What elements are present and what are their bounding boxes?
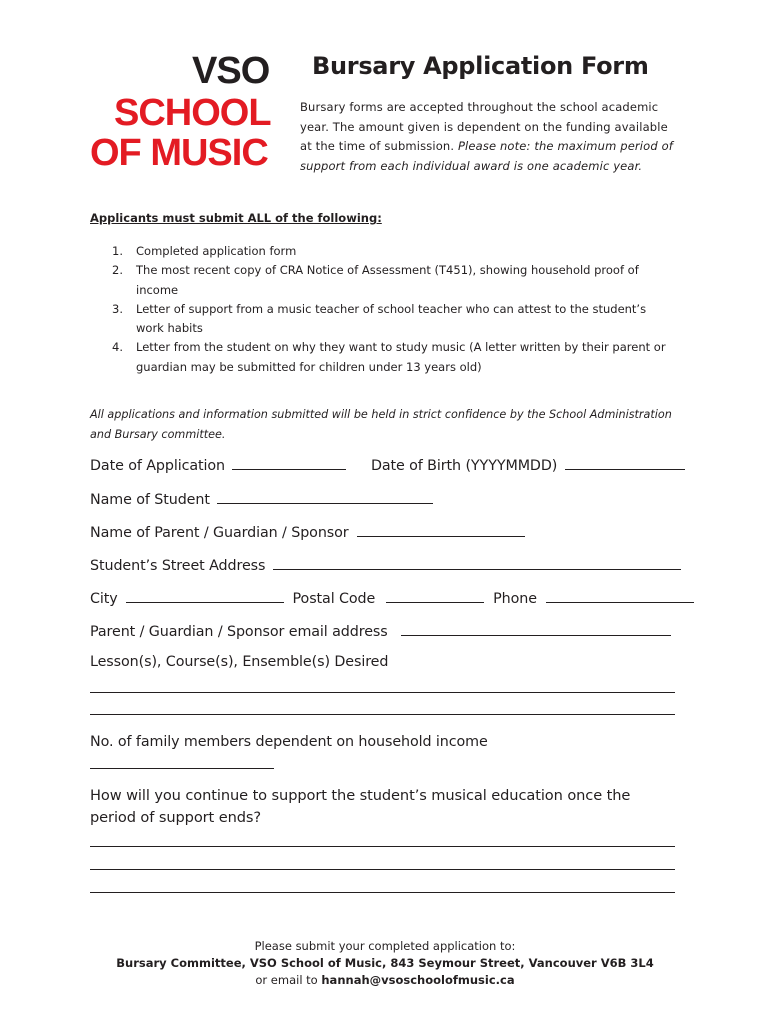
logo-vso-text: VSO [192,50,270,92]
address-row [90,555,681,574]
page-title: Bursary Application Form [312,52,649,80]
phone-label: Phone [493,591,537,607]
name-of-parent-field[interactable] [357,522,525,537]
intro-note: Please note: the maximum period of support from each individual award is one academic year. [300,139,673,173]
lessons-desired-field[interactable] [90,714,675,715]
date-of-application-label: Date of Application [90,458,226,474]
postal-code-field[interactable] [386,588,484,603]
requirement-number: 4. [112,340,123,355]
footer-email-prefix: or email to [255,973,322,987]
city-field[interactable] [126,588,284,603]
street-address-label: Student’s Street Address [90,558,266,574]
requirement-number: 2. [112,263,123,278]
requirements-list [112,242,677,377]
name-of-student-label: Name of Student [90,492,210,508]
date-of-birth-field[interactable] [565,455,685,470]
intro-text: Bursary forms are accepted throughout the school academic year. The amount given is dependent on the funding available at the time of submission. [300,100,668,153]
lessons-desired-label: Lesson(s), Course(s), Ensemble(s) Desired [90,654,389,670]
requirement-item [112,300,677,339]
date-of-birth-label: Date of Birth (YYYYMMDD) [370,458,558,474]
support-question-label: How will you continue to support the student’s musical education once the period of support ends? [90,787,631,826]
requirement-text: The most recent copy of CRA Notice of Assessment (T451), showing household proof of income [136,263,639,297]
family-members-row [90,734,488,750]
requirements-heading: Applicants must submit ALL of the following: [90,211,382,225]
requirement-item [112,338,677,377]
city-label: City [90,591,118,607]
email-row [90,621,671,640]
requirement-item [112,242,677,261]
requirement-item [112,261,677,300]
logo-school-text: SCHOOL [114,92,271,134]
lessons-desired-field[interactable] [90,692,675,693]
postal-code-label: Postal Code [292,591,376,607]
dates-row [90,455,685,474]
family-members-label: No. of family members dependent on household income [90,734,488,750]
parent-email-label: Parent / Guardian / Sponsor email address [90,624,388,640]
student-name-row [90,489,433,508]
parent-email-field[interactable] [401,621,671,636]
footer-email-link[interactable]: hannah@vsoschoolofmusic.ca [321,973,515,987]
footer-address: Bursary Committee, VSO School of Music, 843 Seymour Street, Vancouver V6B 3L4 [116,956,654,970]
support-answer-field[interactable] [90,869,675,870]
city-postal-phone-row [90,588,694,607]
footer-instruction: Please submit your completed application to: [254,939,516,953]
requirement-number: 3. [112,301,123,316]
requirement-text: Completed application form [136,244,297,258]
school-logo [88,52,288,172]
parent-name-row [90,522,525,541]
requirement-text: Letter from the student on why they want to study music (A letter written by their parent or guardian may be submitted for children under 13 years old) [136,340,666,374]
footer-email-line [0,972,770,989]
lessons-label-row [90,654,388,670]
family-members-field[interactable] [90,768,274,769]
logo-music-text: OF MUSIC [90,132,268,174]
support-answer-field[interactable] [90,846,675,847]
support-question-row [90,785,675,829]
name-of-parent-label: Name of Parent / Guardian / Sponsor [90,525,349,541]
confidentiality-notice: All applications and information submitted will be held in strict confidence by the School Administration and Bursary committee. [90,408,672,441]
name-of-student-field[interactable] [217,489,433,504]
street-address-field[interactable] [273,555,681,570]
requirement-text: Letter of support from a music teacher of school teacher who can attest to the student’s work habits [136,301,647,336]
intro-paragraph [300,98,680,176]
submission-footer [0,938,770,989]
phone-field[interactable] [546,588,694,603]
support-answer-field[interactable] [90,892,675,893]
requirement-number: 1. [112,244,123,258]
date-of-application-field[interactable] [232,455,346,470]
